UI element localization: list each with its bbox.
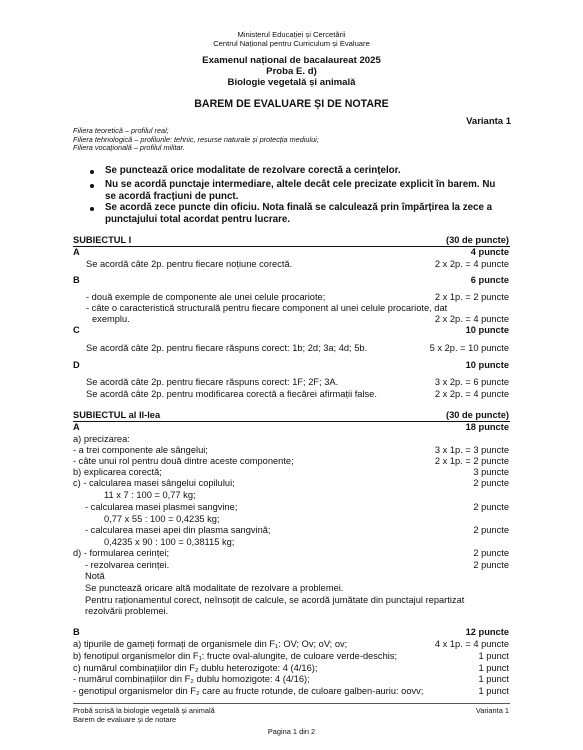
- s2-b-calc-4: 1 punct: [478, 674, 509, 684]
- s2-a-b: b) explicarea corectă;: [73, 467, 162, 477]
- rule-2-line-1: Nu se acordă punctaje intermediare, altele decât cele precizate explicit în barem. Nu: [105, 179, 496, 190]
- s2-a-c3: - calcularea masei apei din plasma sangvină;: [85, 525, 271, 535]
- s1-d-calc-2: 2 x 2p. = 4 puncte: [434, 389, 509, 399]
- s2-b-calc-3: 1 punct: [478, 663, 509, 673]
- rule-2-line-2: se acordă fracțiuni de punct.: [105, 191, 239, 202]
- page-number: Pagina 1 din 2: [267, 727, 316, 736]
- s2-a-d1: d) - formularea cerinței;: [73, 548, 170, 558]
- s1-b-calc-3: 2 x 2p. = 4 puncte: [434, 314, 509, 324]
- s1-c-points: 10 puncte: [465, 325, 509, 335]
- s1-b-calc-1: 2 x 1p. = 2 puncte: [434, 292, 509, 302]
- s2-a-c1: c) - calcularea masei sângelui copilului;: [73, 478, 235, 488]
- s2-a-points: 18 puncte: [465, 422, 509, 432]
- s2-a-c2-calc: 2 puncte: [473, 502, 509, 512]
- s2-a-nota: Notă: [85, 571, 105, 581]
- s2-b-calc-2: 1 punct: [478, 651, 509, 661]
- s2-b-points: 12 puncte: [465, 627, 509, 637]
- s2-a-label: A: [73, 422, 80, 432]
- ministry-name: Ministerul Educației și Cercetării: [237, 30, 346, 39]
- footer-exam-name: Probă scrisă la biologie vegetală și animală: [73, 706, 215, 715]
- s2-a-note-3: rezolvării problemei.: [85, 606, 169, 616]
- s1-a-label: A: [73, 247, 80, 257]
- filiera-tehnologica: Filiera tehnologică – profilurile: tehnic, resurse naturale și protecția mediului;: [73, 134, 319, 144]
- s1-d-calc-1: 3 x 2p. = 6 puncte: [434, 377, 509, 387]
- s2-b-line-1: a) tipurile de gameți formați de organismele din F₁: OV; Ov; oV; ov;: [73, 639, 348, 649]
- subject-name: Biologie vegetală și animală: [227, 77, 356, 88]
- s2-a-c2: - calcularea masei plasmei sangvine;: [85, 502, 238, 512]
- s2-a-note-1: Se punctează oricare altă modalitate de rezolvare a problemei.: [85, 583, 344, 593]
- s2-b-line-3: c) numărul combinațiilor din F₂ dublu heterozigote: 4 (4/16);: [73, 663, 318, 673]
- s2-a-d1-calc: 2 puncte: [473, 548, 509, 558]
- s1-b-line-1: - două exemple de componente ale unei celule procariote;: [86, 292, 326, 302]
- s1-b-line-2: - câte o caracteristică structurală pentru fiecare component al unei celule procariote, dat: [86, 303, 448, 313]
- s1-c-text: Se acordă câte 2p. pentru fiecare răspuns corect: 1b; 2d; 3a; 4d; 5b.: [86, 343, 368, 353]
- s2-a-c1-calc: 2 puncte: [473, 478, 509, 488]
- s2-b-calc-1: 4 x 1p. = 4 puncte: [434, 639, 509, 649]
- bullet-icon: [90, 184, 94, 188]
- s2-a-note-2: Pentru raționamentul corect, neînsoțit de calcule, se acordă jumătate din punctajul repartizat: [85, 595, 465, 605]
- rule-3-line-2: punctajului total acordat pentru lucrare.: [105, 214, 291, 225]
- page-title: BAREM DE EVALUARE ȘI DE NOTARE: [194, 98, 389, 110]
- s1-d-points: 10 puncte: [465, 360, 509, 370]
- section-2-points: (30 de puncte): [445, 410, 509, 420]
- s2-b-calc-5: 1 punct: [478, 686, 509, 696]
- bullet-icon: [90, 207, 94, 211]
- footer-variant: Varianta 1: [475, 706, 509, 715]
- proba: Proba E. d): [266, 66, 317, 77]
- s1-c-label: C: [73, 325, 80, 335]
- s2-a-d2: - rezolvarea cerinței.: [85, 560, 170, 570]
- s1-a-points: 4 puncte: [470, 247, 509, 257]
- s2-a-a1-calc: 3 x 1p. = 3 puncte: [434, 445, 509, 455]
- footer-barem-name: Barem de evaluare și de notare: [73, 715, 177, 724]
- s2-b-line-5: - genotipul organismelor din F₂ care au fructe rotunde, de culoare galben-auriu: oovv;: [73, 686, 424, 696]
- filiera-teoretica: Filiera teoretică – profilul real;: [73, 126, 169, 135]
- footer-divider: [73, 703, 510, 704]
- section-1-points: (30 de puncte): [445, 235, 509, 245]
- s1-b-line-3: exemplu.: [92, 314, 130, 324]
- variant-label: Varianta 1: [466, 116, 511, 127]
- filiera-vocationala: Filiera vocațională – profilul militar.: [73, 143, 185, 152]
- center-name: Centrul Național pentru Curriculum și Evaluare: [213, 39, 370, 48]
- s2-a-b-calc: 3 puncte: [473, 467, 509, 477]
- s1-a-text: Se acordă câte 2p. pentru fiecare noțiune corectă.: [86, 259, 293, 269]
- s2-b-line-2: b) fenotipul organismelor din F₁: fructe oval-alungite, de culoare verde-deschis;: [73, 651, 398, 661]
- s2-a-a1: - a trei componente ale sângelui;: [73, 445, 208, 455]
- s1-d-line-2: Se acordă câte 2p. pentru modificarea corectă a fiecărei afirmații false.: [86, 389, 377, 399]
- s1-b-points: 6 puncte: [470, 275, 509, 285]
- s2-a-c3-value: 0,4235 x 90 : 100 = 0,38115 kg;: [104, 537, 235, 547]
- s1-b-label: B: [73, 275, 80, 285]
- s2-a-a2-calc: 2 x 1p. = 2 puncte: [434, 456, 509, 466]
- section-1-underline: [73, 246, 510, 247]
- s2-a-c2-value: 0,77 x 55 : 100 = 0,4235 kg;: [104, 514, 220, 524]
- bullet-icon: [90, 170, 94, 174]
- s2-b-label: B: [73, 627, 80, 637]
- s1-d-label: D: [73, 360, 80, 370]
- s2-a-c3-calc: 2 puncte: [473, 525, 509, 535]
- s1-c-calc: 5 x 2p. = 10 puncte: [429, 343, 509, 353]
- s2-a-d2-calc: 2 puncte: [473, 560, 509, 570]
- section-2-title: SUBIECTUL al II-lea: [73, 410, 161, 420]
- rule-3-line-1: Se acordă zece puncte din oficiu. Nota finală se calculează prin împărțirea la zece a: [105, 202, 493, 213]
- rule-1: Se punctează orice modalitate de rezolvare corectă a cerințelor.: [105, 165, 401, 176]
- s2-a-a: a) precizarea:: [73, 434, 130, 444]
- s1-a-calc: 2 x 2p. = 4 puncte: [434, 259, 509, 269]
- section-2-underline: [73, 421, 510, 422]
- section-1-title: SUBIECTUL I: [73, 235, 132, 245]
- s2-a-a2: - câte unui rol pentru două dintre aceste componente;: [73, 456, 294, 466]
- s2-b-line-4: - numărul combinațiilor din F₂ dublu homozigote: 4 (4/16);: [73, 674, 310, 684]
- s2-a-c1-value: 11 x 7 : 100 = 0,77 kg;: [104, 490, 196, 500]
- s1-d-line-1: Se acordă câte 2p. pentru fiecare răspuns corect: 1F; 2F; 3A.: [86, 377, 339, 387]
- exam-title: Examenul național de bacalaureat 2025: [202, 55, 381, 66]
